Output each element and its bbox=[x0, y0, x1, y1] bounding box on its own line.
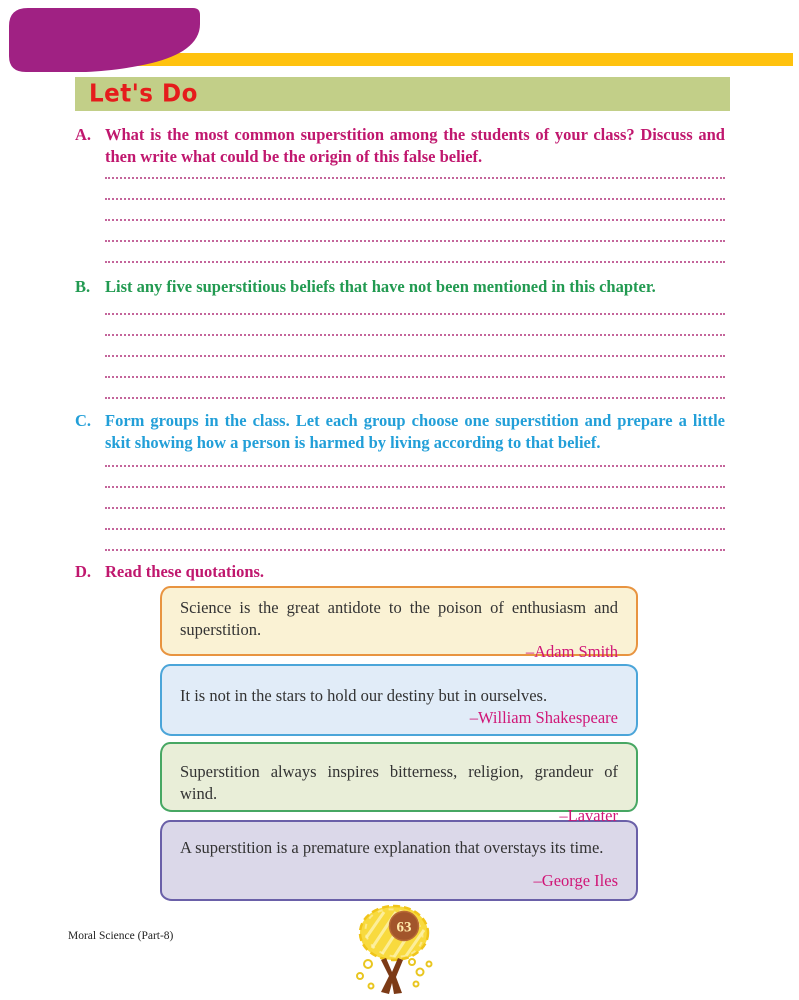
quote-author: –Lavater bbox=[559, 806, 618, 825]
question-d-heading bbox=[75, 561, 725, 583]
question-c-text: Form groups in the class. Let each group choose one superstition and prepare a little skit showing how a person is harmed by living according to that belief. bbox=[105, 411, 725, 452]
page-number: 63 bbox=[396, 919, 412, 936]
answer-line bbox=[105, 158, 725, 179]
answer-line bbox=[105, 294, 725, 315]
answer-line bbox=[105, 242, 725, 263]
question-a-letter: A. bbox=[75, 125, 92, 144]
question-a-answer-lines bbox=[105, 158, 725, 263]
answer-line bbox=[105, 336, 725, 357]
corner-swoosh-shape bbox=[0, 0, 210, 78]
quote-author: –George Iles bbox=[533, 871, 618, 890]
quote-text: It is not in the stars to hold our destiny but in ourselves. bbox=[180, 686, 548, 705]
answer-line bbox=[105, 221, 725, 242]
quote-box-adam-smith bbox=[160, 586, 638, 661]
quotes-list bbox=[160, 586, 638, 901]
page-number-tree-icon bbox=[346, 902, 450, 1000]
answer-line bbox=[105, 446, 725, 467]
question-b-answer-lines bbox=[105, 294, 725, 399]
quote-text: Science is the great antidote to the poison of enthusiasm and superstition. bbox=[180, 598, 618, 639]
quote-author: –Adam Smith bbox=[525, 642, 618, 661]
quote-text: A superstition is a premature explanation that overstays its time. bbox=[180, 838, 604, 857]
quote-box-shakespeare bbox=[160, 664, 638, 736]
answer-line bbox=[105, 509, 725, 530]
footer-book-title: Moral Science (Part-8) bbox=[68, 930, 174, 942]
question-c-letter: C. bbox=[75, 411, 92, 430]
question-c-answer-lines bbox=[105, 446, 725, 551]
answer-line bbox=[105, 179, 725, 200]
answer-line bbox=[105, 378, 725, 399]
section-title: Let's Do bbox=[89, 79, 198, 109]
answer-line bbox=[105, 467, 725, 488]
question-d-letter: D. bbox=[75, 562, 92, 581]
quote-text: Superstition always inspires bitterness, religion, grandeur of wind. bbox=[180, 762, 618, 803]
question-a-text: What is the most common superstition among the students of your class? Discuss and then write what could be the origin of this false belief. bbox=[105, 125, 725, 166]
section-header-bar bbox=[75, 77, 730, 111]
quote-box-lavater bbox=[160, 742, 638, 825]
answer-line bbox=[105, 200, 725, 221]
question-b-letter: B. bbox=[75, 277, 91, 296]
question-d-text: Read these quotations. bbox=[105, 562, 265, 581]
answer-line bbox=[105, 530, 725, 551]
question-b-text: List any five superstitious beliefs that have not been mentioned in this chapter. bbox=[105, 277, 656, 296]
quote-box-george-iles bbox=[160, 820, 638, 901]
answer-line bbox=[105, 315, 725, 336]
answer-line bbox=[105, 488, 725, 509]
quote-author: –William Shakespeare bbox=[469, 708, 618, 727]
answer-line bbox=[105, 357, 725, 378]
